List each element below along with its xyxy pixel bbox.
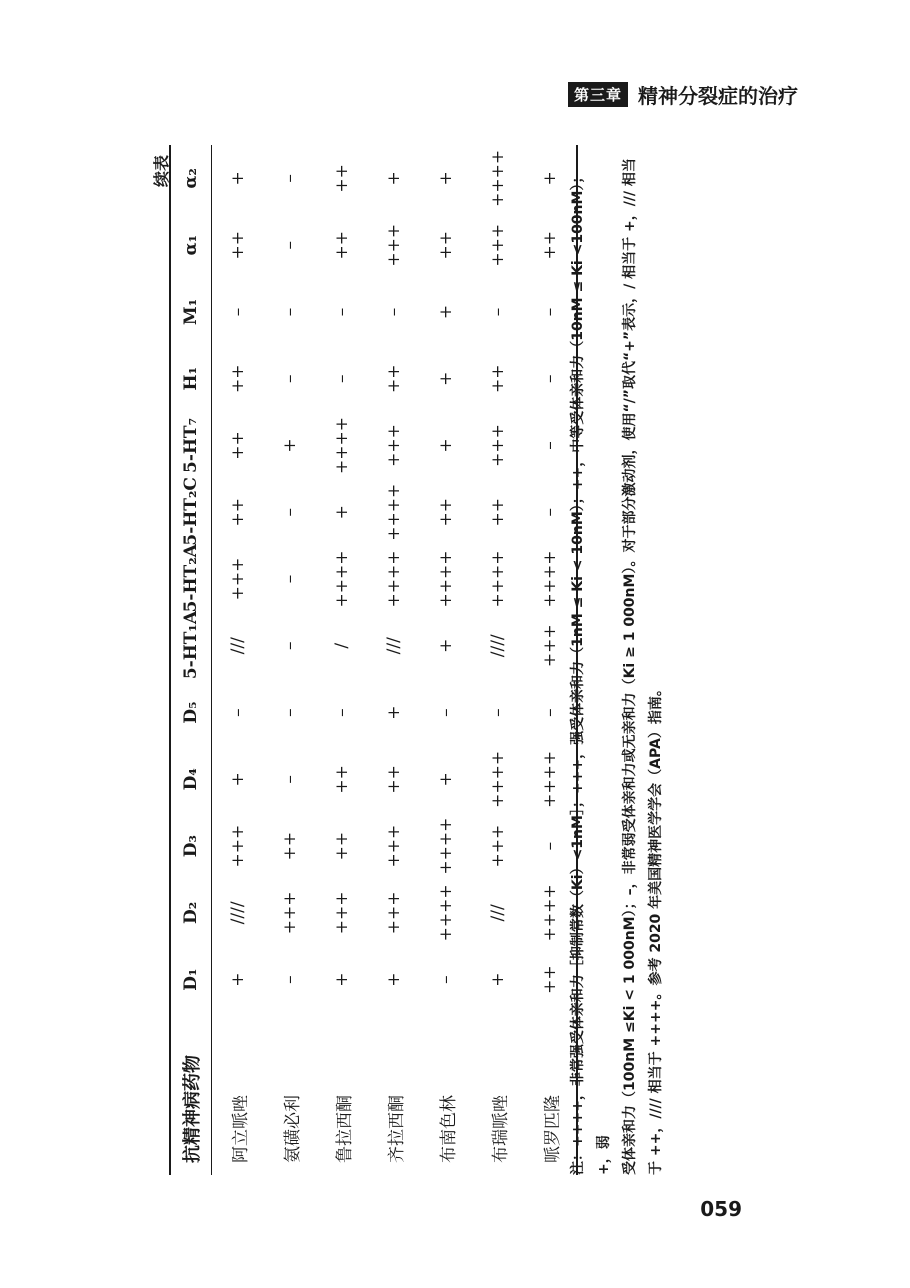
- column-header-receptor: α₁: [181, 234, 201, 256]
- running-header: [568, 80, 798, 109]
- affinity-cell: +++: [228, 824, 248, 868]
- affinity-cell: +: [332, 972, 352, 987]
- affinity-cell: ++: [228, 498, 248, 527]
- column-header-receptor: 5-HT₂C: [181, 477, 201, 546]
- affinity-cell: –: [540, 841, 560, 851]
- affinity-cell: ///: [488, 904, 508, 922]
- affinity-cell: –: [540, 708, 560, 717]
- table-body: [212, 145, 578, 1175]
- affinity-cell: +: [436, 171, 456, 186]
- affinity-cell: –: [228, 708, 248, 717]
- table-row: [420, 145, 472, 1175]
- affinity-cell: ++++: [332, 417, 352, 474]
- affinity-cell: ++++: [540, 550, 560, 608]
- column-header-receptor: 5-HT₂A: [181, 544, 201, 613]
- column-header-receptor: D₂: [181, 901, 201, 924]
- table-row: [472, 145, 524, 1175]
- affinity-cell: +: [436, 772, 456, 787]
- drug-name: 哌罗匹隆: [542, 1095, 563, 1163]
- column-header-receptor: D₃: [181, 834, 201, 858]
- receptor-affinity-table: [169, 145, 578, 1175]
- affinity-cell: +: [384, 705, 404, 720]
- affinity-cell: –: [384, 307, 404, 317]
- column-header-receptor: D₁: [181, 968, 201, 991]
- page-number: 059: [700, 1197, 742, 1221]
- table-row: [316, 145, 368, 1175]
- affinity-cell: –: [228, 307, 248, 317]
- affinity-cell: +: [436, 438, 456, 453]
- affinity-cell: –: [280, 975, 300, 984]
- affinity-cell: +: [228, 171, 248, 186]
- affinity-cell: ++: [436, 230, 456, 260]
- note-line-2: 受体亲和力（100nM ≤Ki < 1 000nM）；–，非常弱受体亲和力或无亲和力（Ki ≥ 1 000nM）。对于部分激动剂，使用“/”取代“+”表示，/ 相当于 +，/// 相当: [622, 158, 638, 1175]
- affinity-cell: ++: [384, 364, 404, 393]
- drug-name: 鲁拉西酮: [334, 1095, 355, 1163]
- affinity-cell: +: [488, 972, 508, 987]
- affinity-cell: ///: [384, 637, 404, 655]
- column-header-receptor: D₅: [181, 701, 201, 724]
- affinity-cell: /: [332, 642, 352, 649]
- affinity-cell: +++: [384, 223, 404, 267]
- affinity-cell: +++: [540, 624, 560, 668]
- affinity-cell: ///: [228, 637, 248, 655]
- affinity-cell: –: [332, 307, 352, 317]
- affinity-cell: +: [436, 638, 456, 653]
- affinity-cell: –: [280, 307, 300, 317]
- affinity-cell: ++: [436, 498, 456, 527]
- affinity-cell: ++++: [332, 550, 352, 608]
- affinity-cell: –: [280, 775, 300, 784]
- affinity-cell: ++: [228, 364, 248, 393]
- chapter-badge: 第三章: [568, 82, 628, 107]
- affinity-cell: +: [540, 171, 560, 186]
- drug-name: 布南色林: [438, 1095, 459, 1163]
- affinity-cell: ++++: [488, 750, 508, 808]
- affinity-cell: ++: [540, 230, 560, 260]
- rotated-table-block: [145, 145, 664, 1175]
- affinity-cell: –: [280, 574, 300, 584]
- affinity-cell: +: [384, 972, 404, 987]
- note-line-1: 注：++++，非常强受体亲和力［抑制常数（Ki）<1nM］；+++，强受体亲和力（1nM ≤ Ki < 10nM）；++，中等受体亲和力（10nM ≤ Ki <100nM）；+，弱: [570, 169, 612, 1175]
- affinity-cell: ++: [228, 431, 248, 460]
- affinity-cell: +++: [384, 424, 404, 467]
- affinity-cell: ++: [384, 765, 404, 794]
- column-header-drug: 抗精神病药物: [182, 1055, 203, 1163]
- table-notes: [565, 145, 669, 1175]
- affinity-cell: –: [280, 374, 300, 383]
- affinity-cell: +++: [488, 223, 508, 267]
- table-row: [368, 145, 420, 1175]
- affinity-cell: ++: [488, 364, 508, 393]
- affinity-cell: +++: [384, 824, 404, 868]
- affinity-cell: –: [540, 441, 560, 450]
- affinity-cell: ++: [332, 230, 352, 260]
- affinity-cell: +++: [228, 557, 248, 601]
- affinity-cell: +: [280, 438, 300, 453]
- affinity-cell: +: [384, 171, 404, 186]
- continued-label: 续表: [152, 155, 171, 188]
- column-header-receptor: M₁: [181, 298, 201, 326]
- affinity-cell: ////: [488, 634, 508, 658]
- affinity-cell: –: [540, 508, 560, 517]
- affinity-cell: ++++: [436, 817, 456, 875]
- affinity-cell: ++++: [384, 550, 404, 608]
- column-header-receptor: 5-HT₇: [181, 417, 201, 474]
- affinity-cell: –: [488, 708, 508, 717]
- affinity-cell: ++++: [540, 750, 560, 808]
- affinity-cell: ++++: [488, 550, 508, 608]
- affinity-cell: –: [332, 708, 352, 717]
- affinity-cell: ++: [332, 831, 352, 861]
- affinity-cell: –: [280, 708, 300, 717]
- drug-name: 布瑞哌唑: [490, 1095, 511, 1163]
- affinity-cell: –: [540, 374, 560, 383]
- affinity-cell: –: [488, 307, 508, 317]
- column-header-receptor: D₄: [181, 768, 201, 791]
- affinity-cell: ++: [280, 831, 300, 861]
- affinity-cell: –: [436, 975, 456, 984]
- affinity-cell: +: [436, 304, 456, 320]
- affinity-cell: ////: [228, 901, 248, 925]
- affinity-cell: –: [332, 374, 352, 383]
- affinity-cell: ++++: [384, 483, 404, 541]
- affinity-cell: ++: [332, 164, 352, 193]
- chapter-title: 精神分裂症的治疗: [638, 84, 798, 108]
- affinity-cell: –: [436, 708, 456, 717]
- drug-name: 齐拉西酮: [386, 1095, 407, 1163]
- affinity-cell: +: [436, 371, 456, 386]
- affinity-cell: +: [228, 972, 248, 987]
- affinity-cell: +++: [488, 424, 508, 467]
- column-header-receptor: α₂: [181, 168, 201, 189]
- affinity-cell: +++: [332, 891, 352, 935]
- affinity-cell: ++: [488, 498, 508, 527]
- table-row: [264, 145, 316, 1175]
- drug-name: 阿立哌唑: [230, 1095, 251, 1163]
- affinity-cell: ++++: [436, 884, 456, 942]
- affinity-cell: –: [280, 174, 300, 183]
- table-row: [212, 145, 265, 1175]
- table-header-row: [170, 145, 212, 1175]
- affinity-cell: ++: [228, 230, 248, 260]
- affinity-cell: +: [228, 772, 248, 787]
- affinity-cell: –: [280, 641, 300, 651]
- affinity-cell: ++: [332, 765, 352, 794]
- note-line-3: 于 ++，//// 相当于 ++++。参考 2020 年美国精神医学学会（APA）指南。: [648, 682, 664, 1175]
- affinity-cell: –: [540, 307, 560, 317]
- affinity-cell: +++: [488, 824, 508, 868]
- affinity-cell: +++: [384, 891, 404, 935]
- affinity-cell: –: [280, 508, 300, 517]
- affinity-cell: +: [332, 505, 352, 520]
- affinity-cell: ++++: [436, 550, 456, 608]
- column-header-receptor: H₁: [181, 366, 201, 391]
- affinity-cell: ++++: [540, 884, 560, 942]
- affinity-cell: +++: [280, 891, 300, 935]
- affinity-cell: ++++: [488, 149, 508, 207]
- affinity-cell: ++: [540, 965, 560, 994]
- drug-name: 氨磺必利: [282, 1095, 303, 1163]
- affinity-cell: –: [280, 240, 300, 250]
- column-header-receptor: 5-HT₁A: [181, 610, 201, 680]
